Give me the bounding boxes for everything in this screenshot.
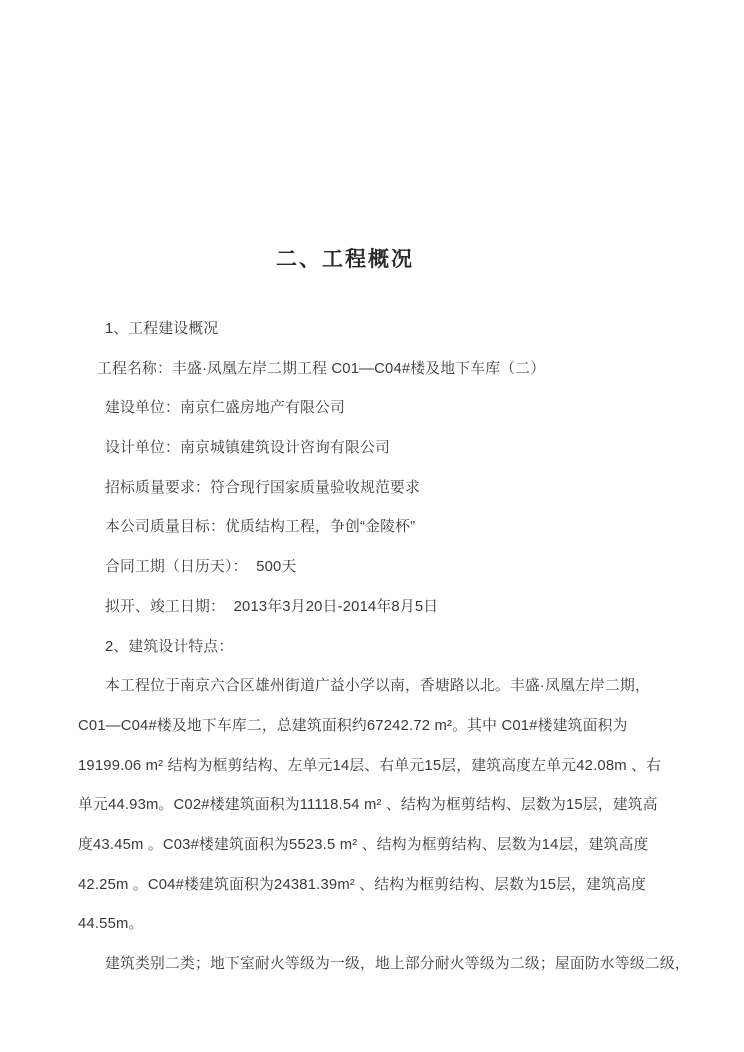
doc-line: 44.55m。 [78, 916, 144, 933]
doc-line: 42.25m 。C04#楼建筑面积为24381.39m² 、结构为框剪结构、层数为15层，建筑高度 [78, 876, 647, 893]
doc-line: 度43.45m 。C03#楼建筑面积为5523.5 m² 、结构为框剪结构、层数为14层，建筑高度 [78, 836, 649, 853]
document-body [78, 310, 690, 985]
doc-line: 建设单位：南京仁盛房地产有限公司 [105, 400, 345, 417]
doc-line: C01—C04#楼及地下车库二，总建筑面积约67242.72 m²。其中 C01#楼建筑面积为 [78, 717, 628, 734]
page-title: 二、工程概况 [276, 248, 414, 271]
doc-line: 本公司质量目标：优质结构工程，争创“金陵杯” [105, 519, 416, 536]
doc-line: 19199.06 m² 结构为框剪结构、左单元14层、右单元15层，建筑高度左单元42.08m 、右 [78, 757, 662, 774]
doc-line: 1、工程建设概况 [105, 321, 219, 337]
doc-line: 设计单位：南京城镇建筑设计咨询有限公司 [105, 440, 390, 457]
doc-line: 单元44.93m。C02#楼建筑面积为11118.54 m² 、结构为框剪结构、层数为15层，建筑高 [78, 797, 658, 814]
doc-line: 工程名称：丰盛·凤凰左岸二期工程 C01—C04#楼及地下车库（二） [97, 360, 546, 377]
doc-line: 2、建筑设计特点： [105, 638, 234, 655]
doc-line: 合同工期（日历天）： 500天 [105, 559, 297, 576]
doc-line: 本工程位于南京六合区雄州街道广益小学以南，香塘路以北。丰盛·凤凰左岸二期， [105, 678, 651, 695]
doc-line: 建筑类别二类；地下室耐火等级为一级，地上部分耐火等级为二级；屋面防水等级二级， [105, 956, 690, 972]
doc-line: 拟开、竣工日期： 2013年3月20日-2014年8月5日 [105, 598, 439, 615]
doc-line: 招标质量要求：符合现行国家质量验收规范要求 [105, 479, 420, 496]
